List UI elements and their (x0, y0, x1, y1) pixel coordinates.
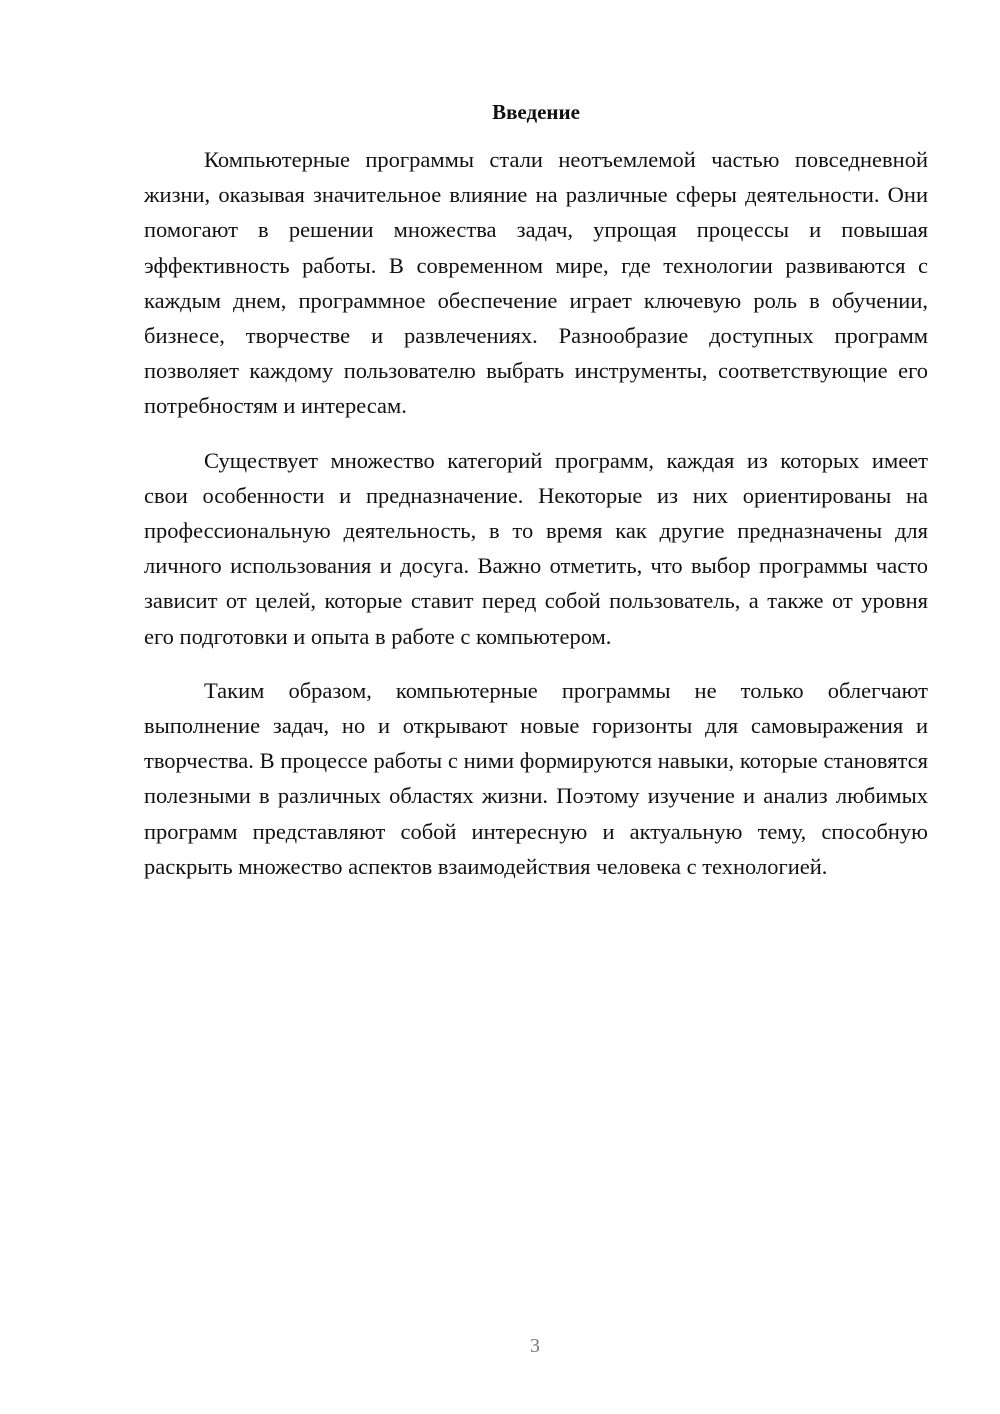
section-title: Введение (492, 100, 580, 124)
body-text (144, 142, 928, 903)
paragraph-2: Существует множество категорий программ, каждая из которых имеет свои особенности и предназначение. Некоторые из них ориентированы на профессиональную деятельность, в то время как другие предназначены для личного использования и досуга. Важно отметить, что выбор программы часто зависит от целей, которые ставит перед собой пользователь, а также от уровня его подготовки и опыта в работе с компьютером. (144, 447, 928, 649)
paragraph-3: Таким образом, компьютерные программы не только облегчают выполнение задач, но и открывают новые горизонты для самовыражения и творчества. В процессе работы с ними формируются навыки, которые становятся полезными в различных областях жизни. Поэтому изучение и анализ любимых программ представляют собой интересную и актуальную тему, способную раскрыть множество аспектов взаимодействия человека с технологией. (144, 677, 928, 879)
page-number: 3 (530, 1335, 540, 1357)
paragraph-1: Компьютерные программы стали неотъемлемой частью повседневной жизни, оказывая значительное влияние на различные сферы деятельности. Они помогают в решении множества задач, упрощая процессы и повышая эффективность работы. В современном мире, где технологии развиваются с каждым днем, программное обеспечение играет ключевую роль в обучении, бизнесе, творчестве и развлечениях. Разнообразие доступных программ позволяет каждому пользователю выбрать инструменты, соответствующие его потребностям и интересам. (144, 147, 928, 419)
